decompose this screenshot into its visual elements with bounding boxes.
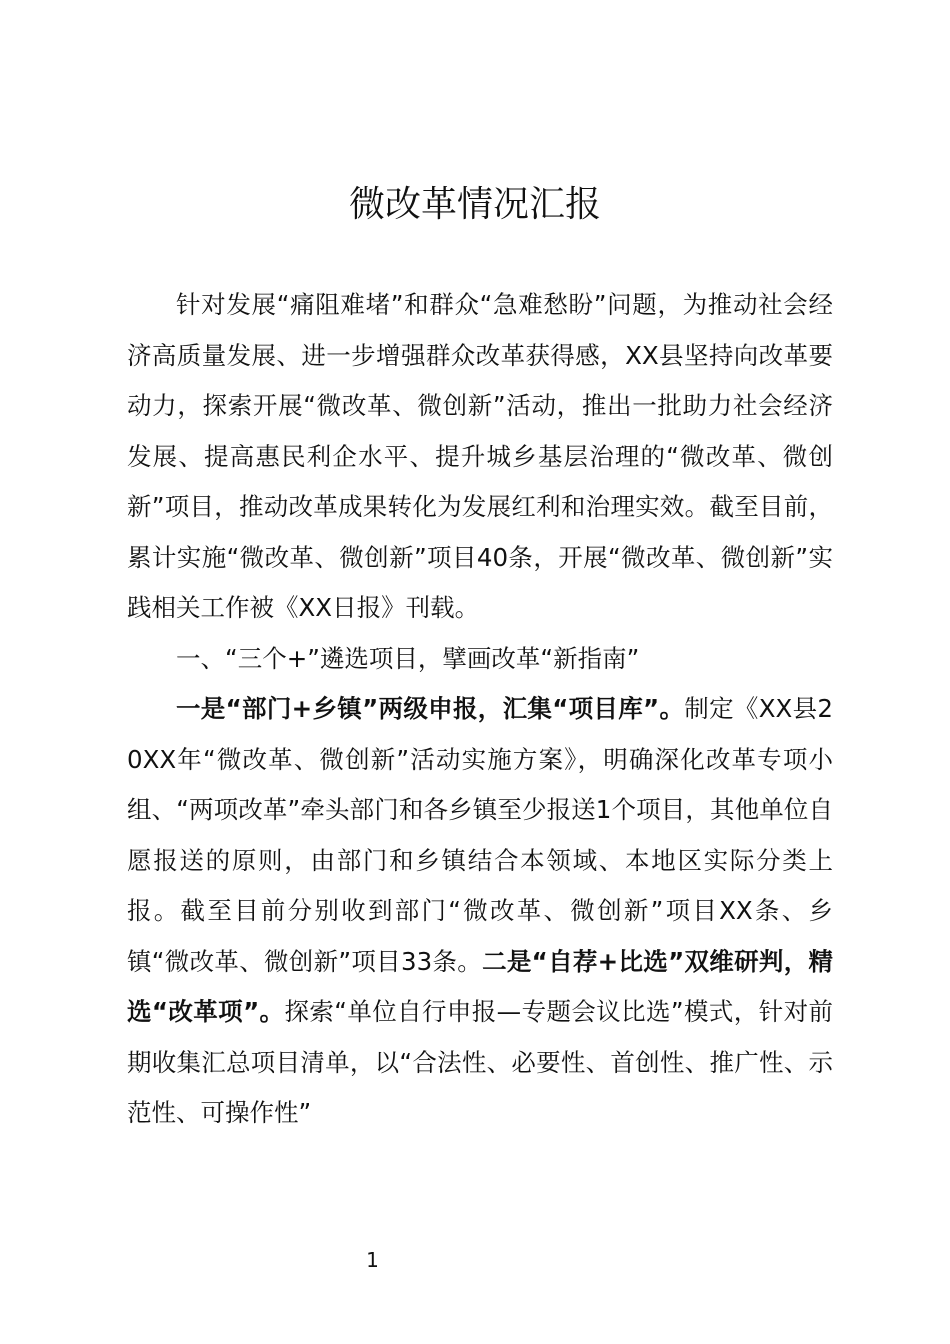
section-1-heading: 一、“三个+”遴选项目，擘画改革“新指南” <box>176 643 640 673</box>
page-number: 1 <box>366 1248 379 1272</box>
point-1-text: 制定《XX县20XX年“微改革、微创新”活动实施方案》，明确深化改革专项小组、“两项改革”牵头部门和各乡镇至少报送1个项目，其他单位自愿报送的原则，由部门和乡镇结合本领域、本地区实际分类上报。截至目前分别收到部门“微改革、微创新”项目XX条、乡镇“微改革、微创新”项目33条。 <box>127 694 834 976</box>
intro-paragraph: 针对发展“痛阻难堵”和群众“急难愁盼”问题，为推动社会经济高质量发展、进一步增强群众改革获得感，XX县坚持向改革要动力，探索开展“微改革、微创新”活动，推出一批助力社会经济发展、提高惠民利企水平、提升城乡基层治理的“微改革、微创新”项目，推动改革成果转化为发展红利和治理实效。截至目前，累计实施“微改革、微创新”项目40条，开展“微改革、微创新”实践相关工作被《XX日报》刊载。 <box>127 290 833 622</box>
section-1-paragraph <box>127 684 833 1139</box>
document-body <box>127 280 833 1139</box>
document-title: 微改革情况汇报 <box>348 184 601 225</box>
point-1-bold-lead: 一是“部门+乡镇”两级申报，汇集“项目库”。 <box>176 694 685 723</box>
point-2-text: 探索“单位自行申报—专题会议比选”模式，针对前期收集汇总项目清单，以“合法性、必要性、首创性、推广性、示范性、可操作性” <box>127 997 833 1127</box>
point-2-bold-lead: 二是“自荐+比选”双维研判，精选“改革项”。 <box>127 946 833 1026</box>
